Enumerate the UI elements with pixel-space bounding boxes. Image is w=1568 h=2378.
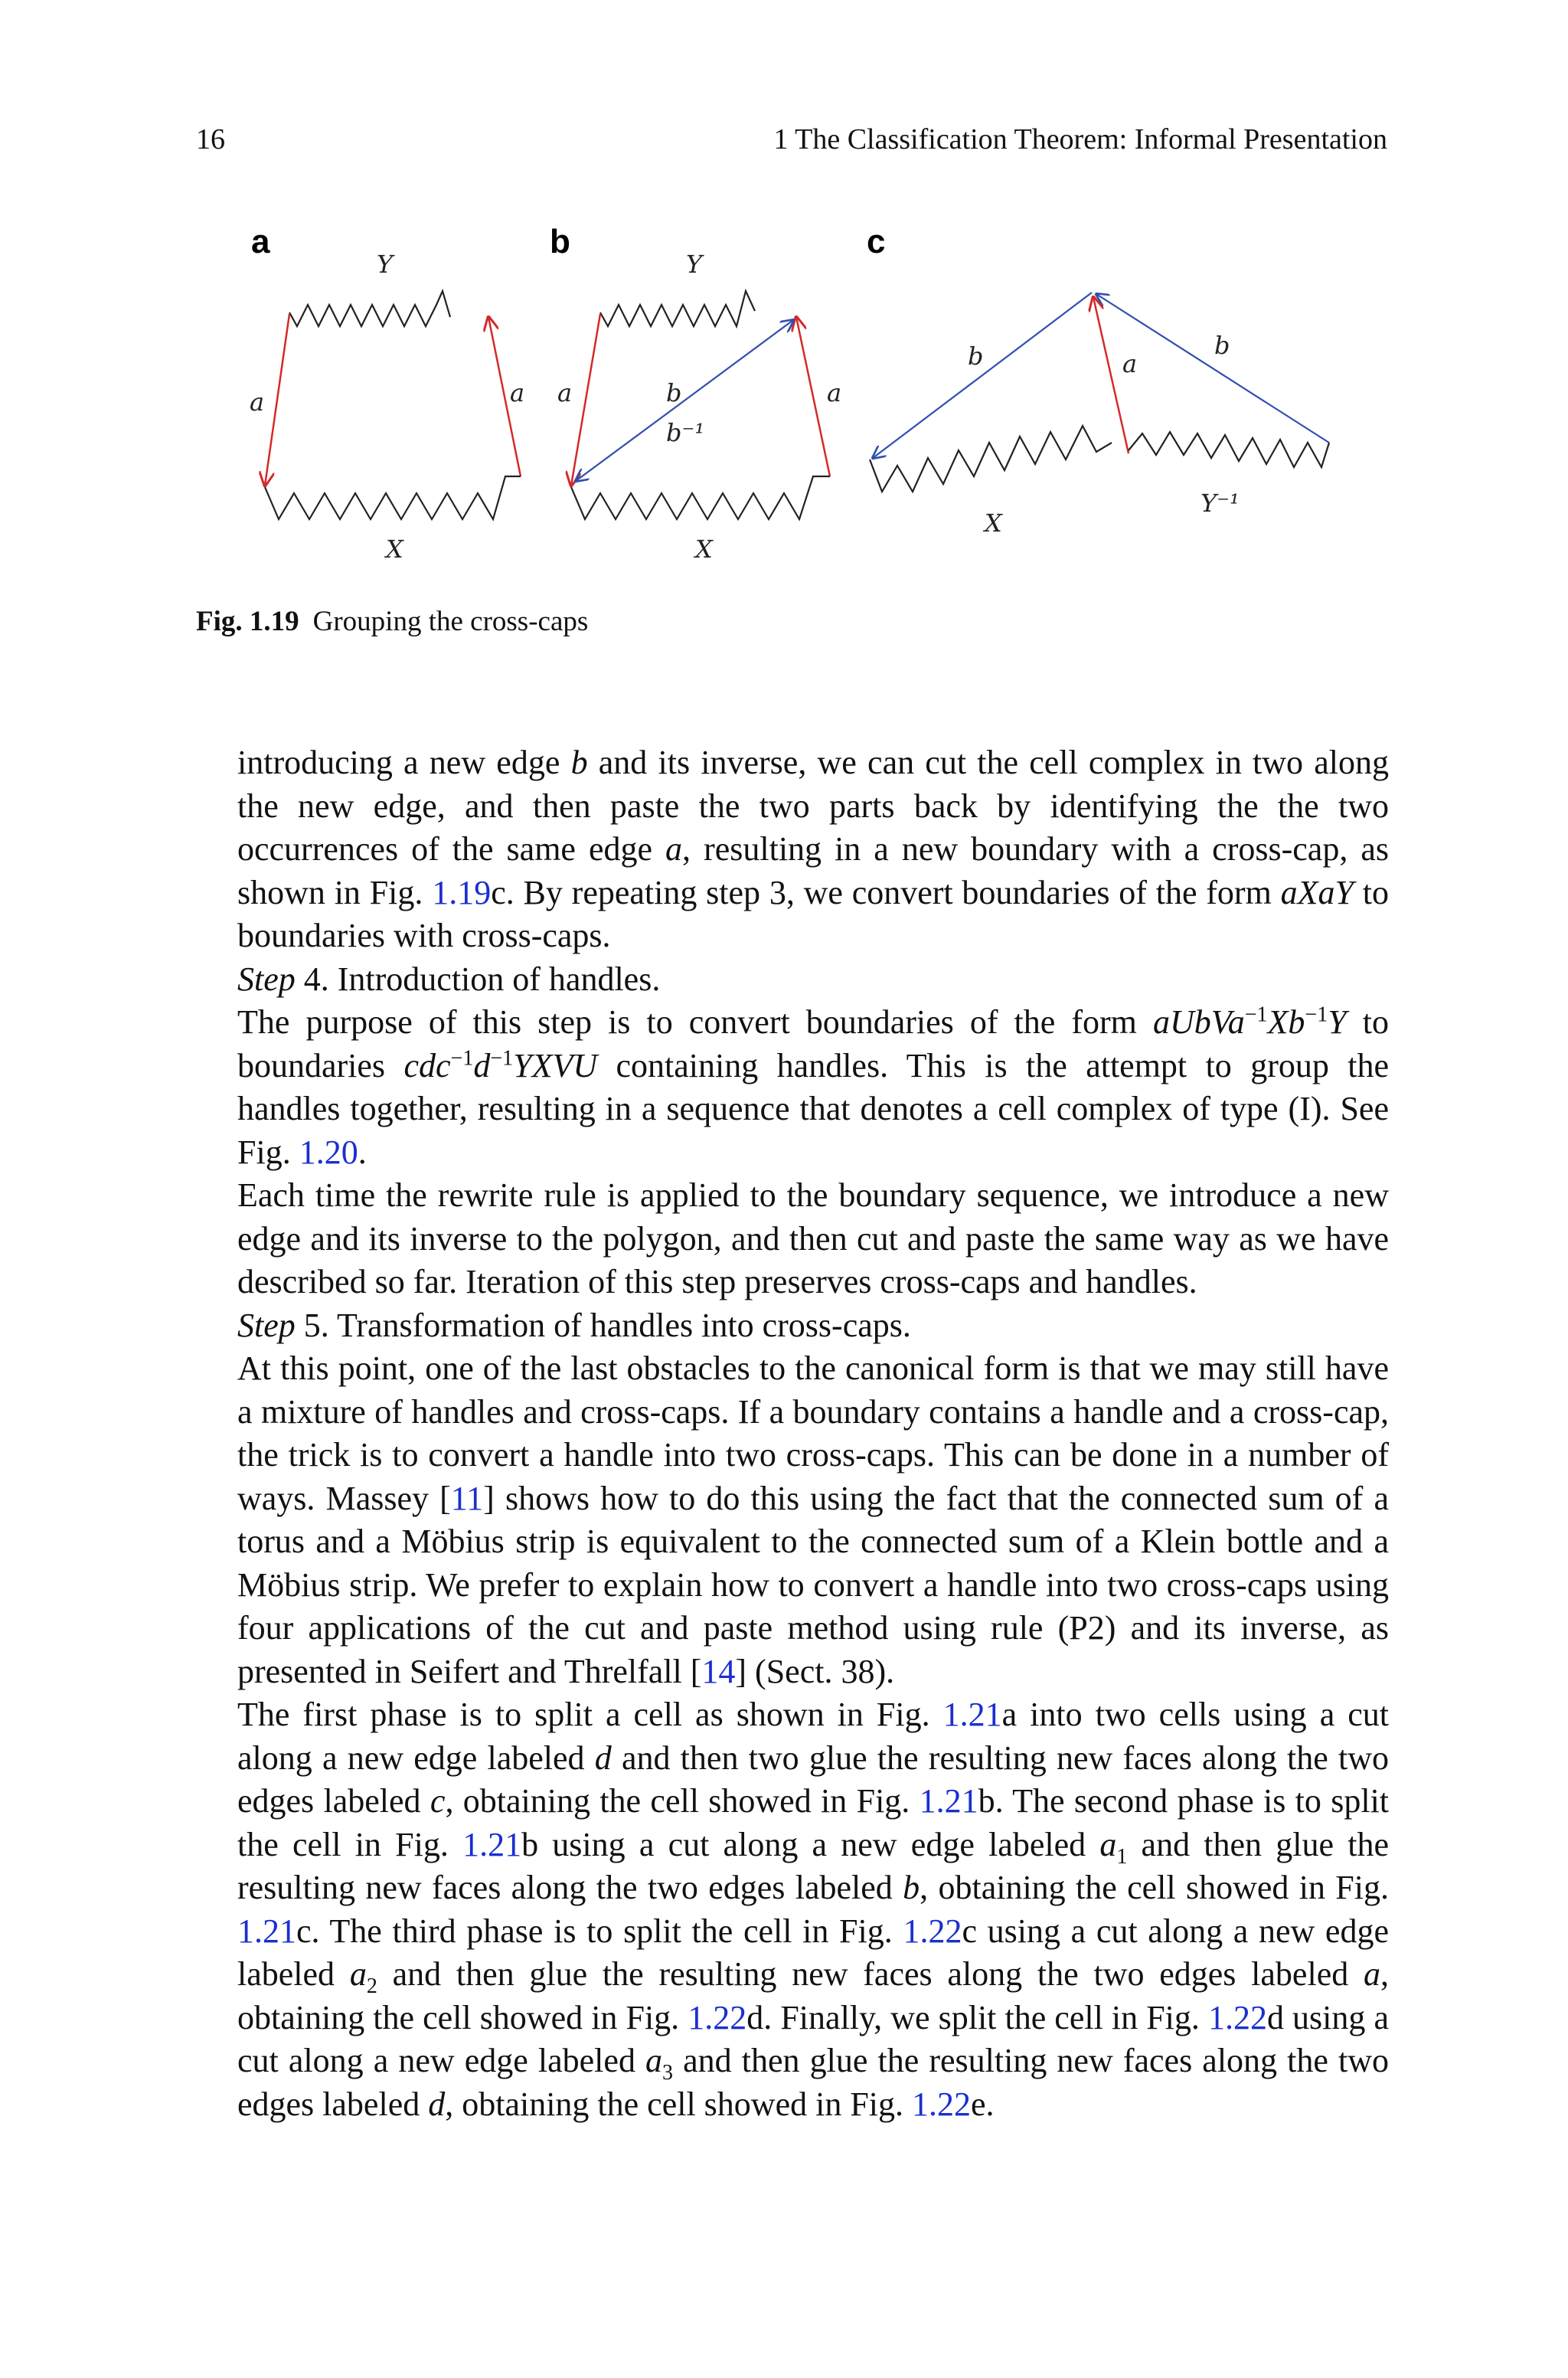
caption-text: Grouping the cross-caps <box>312 606 589 637</box>
math-run: d <box>473 1046 491 1084</box>
panel-b-label-right: a <box>827 378 842 407</box>
subscript: 2 <box>366 1974 377 1998</box>
math-run: Y <box>1328 1003 1347 1041</box>
text-run: ] (Sect. 38). <box>735 1652 895 1690</box>
superscript: −1 <box>490 1045 514 1070</box>
panel-c-label-center-a: a <box>1122 349 1138 378</box>
panel-a-letter: a <box>251 223 270 260</box>
superscript: −1 <box>1305 1003 1328 1027</box>
text-run: d. Finally, we split the cell in Fig. <box>746 1998 1208 2036</box>
panel-b-label-left: a <box>557 378 573 407</box>
panel-a-zigzag-bottom <box>265 476 521 519</box>
figure-link-1-22[interactable]: 1.22 <box>903 1912 962 1950</box>
panel-a-left-edge <box>265 314 289 486</box>
panel-c-left-edge <box>873 293 1092 458</box>
step-text: 5. Transformation of handles into cross-caps. <box>295 1306 911 1344</box>
figure-link-1-22[interactable]: 1.22 <box>912 2085 972 2123</box>
text-run: to boundaries <box>237 1003 1389 1084</box>
math-a2: a <box>349 1955 367 1993</box>
text-run: ] shows how to do this using the fact that the connected sum of a torus and a Möbius strip is equivalent to the connected sum of a Klein bottle and a Möbius strip. We prefer to explain how to convert a handle into two cross-caps using four applications of the cut and paste method using rule (P2) and its inverse, as presented in Seifert and Threlfall [ <box>237 1479 1389 1690</box>
figure-link-1-22[interactable]: 1.22 <box>688 1998 747 2036</box>
panel-b-right-edge <box>796 317 830 476</box>
text-run: d using a cut along a new edge labeled <box>237 1998 1389 2079</box>
panel-b-letter: b <box>550 223 570 260</box>
text-run: , obtaining the cell showed in Fig. <box>445 2085 913 2123</box>
text-run: c. By repeating step 3, we convert boundaries of the form <box>491 873 1281 911</box>
running-title: 1 The Classification Theorem: Informal Presentation <box>773 123 1387 155</box>
page-header <box>196 123 1387 168</box>
text-run: containing handles. This is the attempt to group the handles together, resulting in a sequence that denotes a cell complex of type (I). See Fig. <box>237 1046 1389 1171</box>
math-b: b <box>570 744 588 781</box>
math-run: cdc <box>403 1046 451 1084</box>
panel-c-label-bottom-y: Y⁻¹ <box>1200 489 1240 518</box>
subscript: 1 <box>1116 1844 1128 1869</box>
panel-b-label-top: Y <box>686 250 703 279</box>
step-label: Step <box>237 1306 296 1344</box>
body-text <box>237 741 1389 2126</box>
text-run: and then two glue the resulting new faces along the two edges labeled <box>237 1739 1389 1820</box>
subscript: 3 <box>662 2060 674 2085</box>
citation-link-14[interactable]: 14 <box>701 1652 736 1690</box>
panel-c-letter: c <box>867 223 886 260</box>
panel-b <box>550 223 841 564</box>
panel-b-zigzag-top <box>600 291 755 326</box>
paragraph-5 <box>237 1693 1389 2126</box>
figure-1-19 <box>196 221 1344 581</box>
figure-link-1-21[interactable]: 1.21 <box>237 1912 296 1950</box>
panel-b-label-bottom: X <box>695 535 713 564</box>
panel-b-label-diag-b: b <box>666 378 682 407</box>
panel-b-zigzag-bottom <box>571 476 830 519</box>
text-run: and then glue the resulting new faces along the two edges labeled <box>377 1955 1364 1993</box>
math-d: d <box>428 2085 446 2123</box>
panel-c-label-bottom-x: X <box>985 509 1002 538</box>
step-5-heading <box>237 1304 1389 1348</box>
text-run: and then glue the resulting new faces along the two edges labeled <box>237 1825 1390 1906</box>
step-text: 4. Introduction of handles. <box>295 960 661 998</box>
text-run: c. The third phase is to split the cell in Fig. <box>296 1912 903 1950</box>
text-run: b. The second phase is to split the cell in Fig. <box>237 1782 1390 1863</box>
text-run: , obtaining the cell showed in Fig. <box>445 1782 920 1820</box>
math-b: b <box>903 1869 920 1906</box>
math-c: c <box>430 1782 446 1820</box>
caption-label: Fig. 1.19 <box>196 606 299 637</box>
panel-c-zigzag-right <box>1129 432 1329 467</box>
figure-link-1-21[interactable]: 1.21 <box>919 1782 978 1820</box>
math-a1: a <box>1099 1825 1117 1863</box>
step-label: Step <box>237 960 296 998</box>
page-number: 16 <box>196 123 225 155</box>
math-a3: a <box>645 2042 663 2079</box>
panel-a-label-right: a <box>510 378 525 407</box>
math-run: aUbVa <box>1152 1003 1245 1041</box>
text-run: introducing a new edge <box>237 744 571 781</box>
panel-b-left-edge <box>571 314 600 486</box>
text-run: b using a cut along a new edge labeled <box>521 1825 1100 1863</box>
math-run: YXVU <box>513 1046 598 1084</box>
panel-a-label-bottom: X <box>386 535 403 564</box>
text-run: c using a cut along a new edge labeled <box>237 1912 1389 1993</box>
paragraph-2 <box>237 1001 1389 1174</box>
panel-b-label-diag-binv: b⁻¹ <box>666 418 705 447</box>
figure-link-1-21[interactable]: 1.21 <box>942 1696 1002 1733</box>
text-run: The first phase is to split a cell as shown in Fig. <box>237 1696 943 1733</box>
panel-c-zigzag-bottom <box>870 426 1112 492</box>
panel-c-label-right-b: b <box>1214 331 1230 360</box>
panel-b-diagonal-edge <box>576 320 793 481</box>
citation-link-11[interactable]: 11 <box>450 1479 484 1517</box>
paragraph-1 <box>237 741 1389 958</box>
figure-link-1-22[interactable]: 1.22 <box>1207 1998 1267 2036</box>
text-run: At this point, one of the last obstacles to the canonical form is that we may still have a mixture of handles and cross-caps. If a boundary contains a handle and a cross-cap, the trick is to convert a handle into two cross-caps. This can be done in a number of ways. Massey [ <box>237 1349 1389 1517</box>
math-a: a <box>665 830 683 868</box>
math-a: a <box>1364 1955 1380 1993</box>
superscript: −1 <box>1244 1003 1268 1027</box>
text-run: e. <box>971 2085 995 2123</box>
paragraph-4 <box>237 1347 1389 1693</box>
text-run: and its inverse, we can cut the cell complex in two along the new edge, and then paste the two parts back by identifying the the two occurrences of the same edge <box>237 744 1390 868</box>
text-run: , resulting in a new boundary with a cross-cap, as shown in Fig. <box>237 830 1389 911</box>
panel-c <box>867 223 1329 538</box>
math-d: d <box>594 1739 612 1777</box>
text-run: and then glue the resulting new faces along the two edges labeled <box>237 2042 1389 2123</box>
figure-caption <box>196 605 588 638</box>
superscript: −1 <box>450 1045 474 1070</box>
figure-link-1-19[interactable]: 1.19 <box>432 873 492 911</box>
panel-a-label-top: Y <box>377 250 394 279</box>
panel-c-label-left-b: b <box>968 342 984 371</box>
panel-a-label-left: a <box>250 388 265 417</box>
figure-link-1-21[interactable]: 1.21 <box>462 1825 522 1863</box>
panel-a-zigzag-top <box>289 291 450 326</box>
math-axay: aXaY <box>1280 873 1354 911</box>
text-run: The purpose of this step is to convert boundaries of the form <box>237 1003 1153 1041</box>
text-run: , obtaining the cell showed in Fig. <box>237 1955 1389 2036</box>
text-run: a into two cells using a cut along a new edge labeled <box>237 1696 1390 1777</box>
math-run: Xb <box>1267 1003 1305 1041</box>
text-run: to boundaries with cross-caps. <box>237 873 1389 954</box>
step-4-heading <box>237 958 1389 1002</box>
text-run: , obtaining the cell showed in Fig. <box>920 1869 1389 1906</box>
paragraph-3: Each time the rewrite rule is applied to the boundary sequence, we introduce a new edge and its inverse to the polygon, and then cut and paste the same way as we have described so far. Iteration of this step preserves cross-caps and handles. <box>237 1176 1389 1300</box>
figure-link-1-20[interactable]: 1.20 <box>299 1133 358 1171</box>
panel-a <box>250 223 524 564</box>
text-run: . <box>358 1133 367 1171</box>
